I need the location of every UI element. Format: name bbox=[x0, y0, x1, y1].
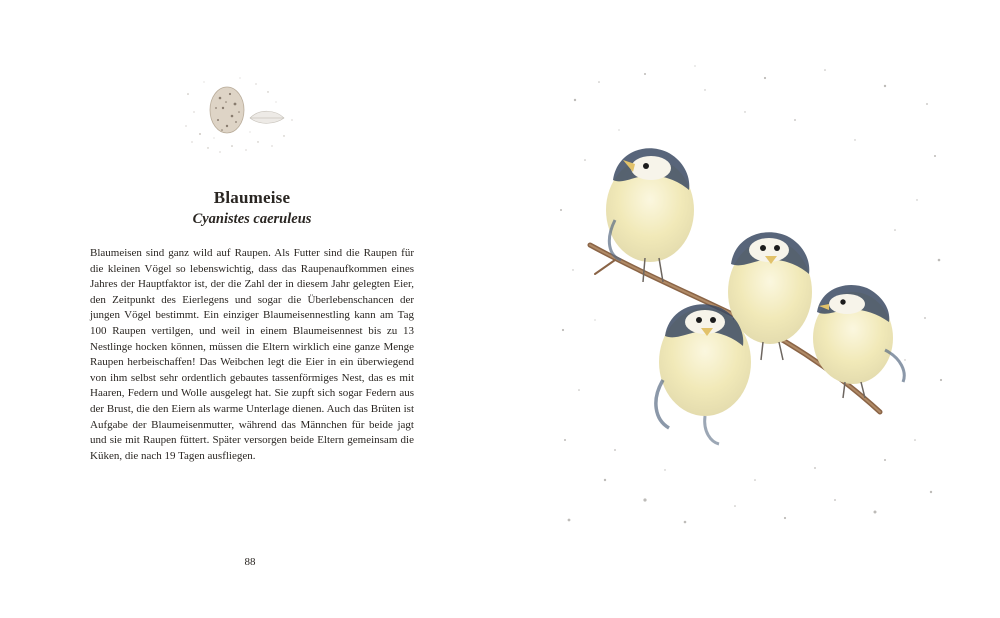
bird-fledgling-3 bbox=[813, 285, 904, 398]
body-paragraph: Blaumeisen sind ganz wild auf Raupen. Als Futter sind die Raupen für die kleinen Vögel so lebenswichtig, dass das Raupenaufkommen eines Jahres der Hauptfaktor ist, der die Zahl der in diesem Jahr gelegten Eier, den Zeitpunkt des Eierlegens und sogar die Überlebenschancen der jungen Vögel bestimmt. Ein einziger Blaumeisennestling kann am Tag 100 Raupen vertilgen, und weil in einem Blaumeisennest bis zu 13 Nestlinge hocken können, müssen die Eltern wirklich eine ganze Menge Raupen herbeischaffen! Das Weibchen legt die Eier in ein überwiegend von ihm selbst sehr ordentlich gebautes tassenförmiges Nest, das es mit Haaren, Federn und Wolle ausgelegt hat. Sie zupft sich sogar Federn aus der Brust, die den Eiern als warme Unterlage dienen. Auch das Brüten ist Aufgabe der Blaumeisenmutter, während das Männchen für beide jagt und sie mit Raupen füttert. Später versorgen beide Eltern gemeinsam die Küken, die nach 19 Tagen ausfliegen. bbox=[90, 247, 414, 462]
page-title: Blaumeise bbox=[213, 188, 291, 207]
egg-and-feather-illustration bbox=[180, 72, 300, 156]
blue-tit-fledglings-illustration bbox=[555, 60, 945, 530]
page-number: 88 bbox=[244, 556, 256, 568]
egg-icon bbox=[210, 87, 244, 133]
feather-icon bbox=[250, 111, 284, 123]
right-page bbox=[500, 0, 1000, 618]
scientific-name: Cyanistes caeruleus bbox=[192, 211, 312, 227]
bird-fledgling-4 bbox=[656, 304, 751, 444]
